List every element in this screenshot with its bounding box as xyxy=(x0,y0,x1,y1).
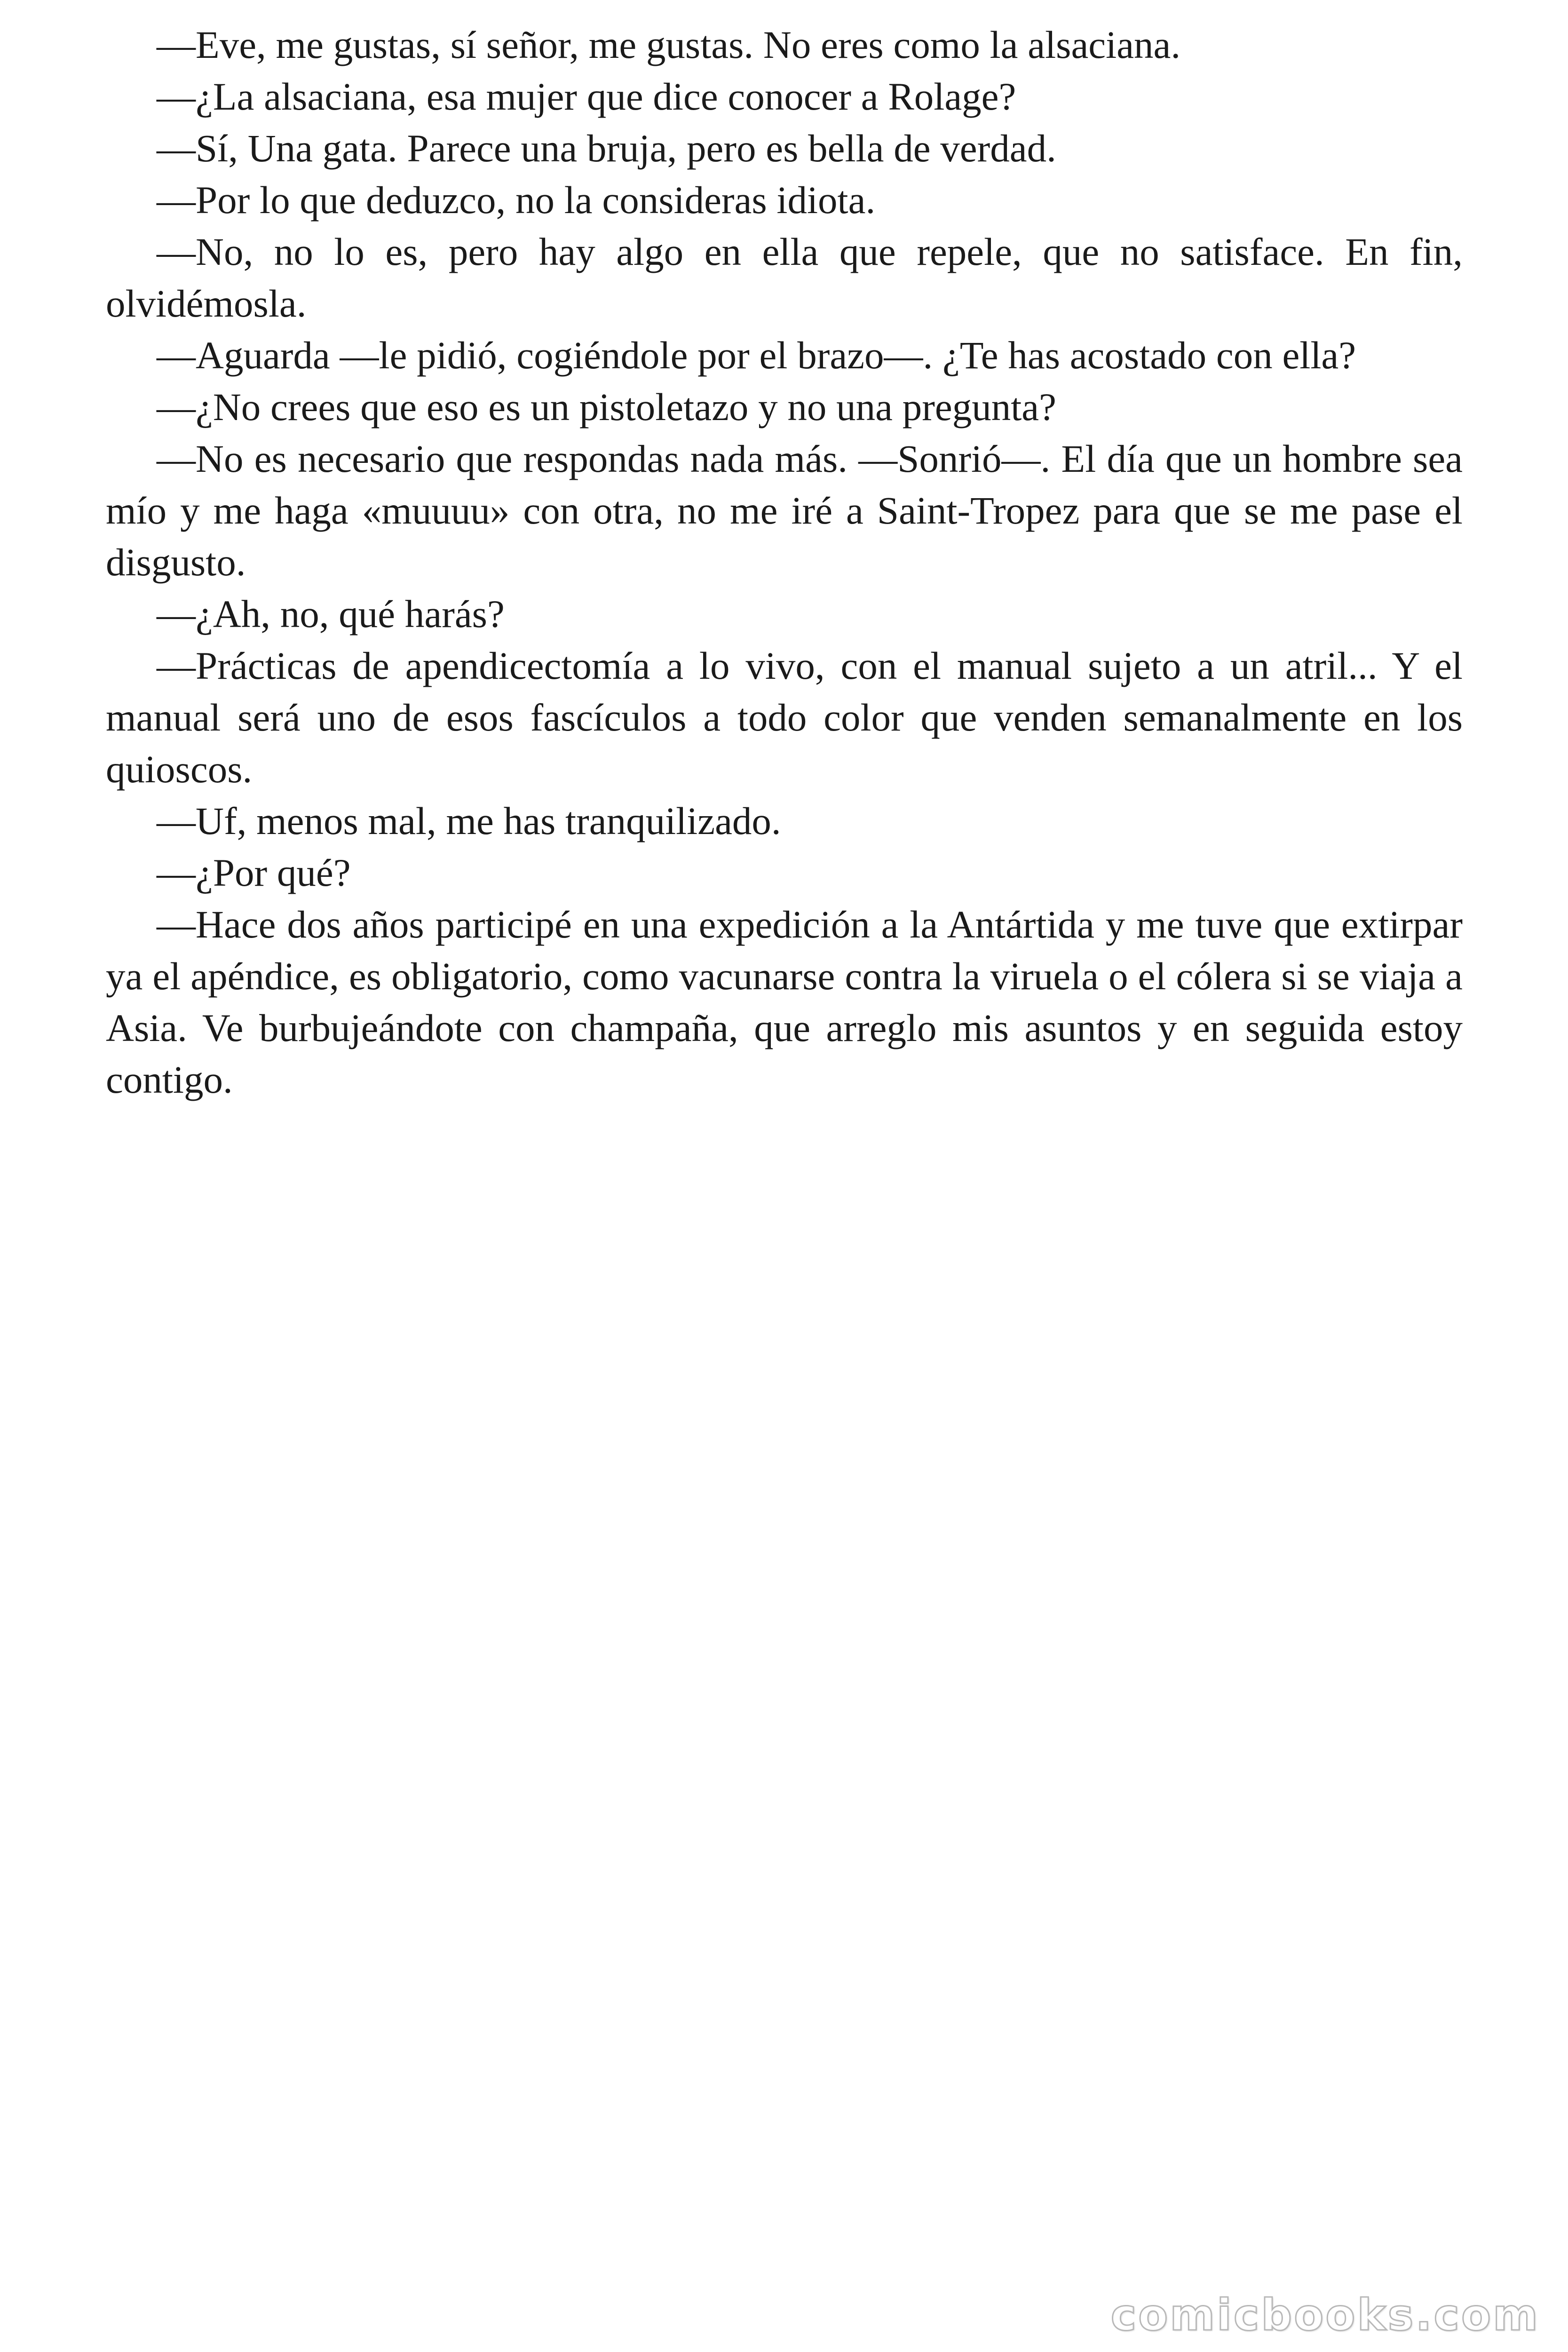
paragraph: —¿La alsaciana, esa mujer que dice conocer a Rolage? xyxy=(157,75,1016,118)
paragraph: —¿Ah, no, qué harás? xyxy=(157,592,505,636)
paragraph: —No es necesario que respondas nada más. —Sonrió—. El día que un hombre sea mío y me haga «muuuu» con otra, no me iré a Saint-Tropez para que se me pase el disgusto. xyxy=(106,437,1463,584)
paragraph: —Eve, me gustas, sí señor, me gustas. No eres como la alsaciana. xyxy=(157,23,1181,66)
paragraph: —Uf, menos mal, me has tranquilizado. xyxy=(157,799,781,842)
watermark-logo: comicbooks.com xyxy=(1110,2290,1540,2340)
paragraph: —Por lo que deduzco, no la consideras idiota. xyxy=(157,178,876,222)
paragraph: —¿No crees que eso es un pistoletazo y no una pregunta? xyxy=(157,385,1056,429)
paragraph: —Hace dos años participé en una expedición a la Antártida y me tuve que extirpar ya el apéndice, es obligatorio, como vacunarse contra la viruela o el cólera si se viaja a Asia. Ve burbujeándote con champaña, que arreglo mis asuntos y en seguida estoy contigo. xyxy=(106,903,1463,1101)
paragraph: —Sí, Una gata. Parece una bruja, pero es bella de verdad. xyxy=(157,127,1056,170)
paragraph: —Aguarda —le pidió, cogiéndole por el brazo—. ¿Te has acostado con ella? xyxy=(157,334,1356,377)
paragraph: —Prácticas de apendicectomía a lo vivo, con el manual sujeto a un atril... Y el manual será uno de esos fascículos a todo color que venden semanalmente en los quioscos. xyxy=(106,644,1463,791)
paragraph: —¿Por qué? xyxy=(157,851,351,894)
body-text xyxy=(106,19,1463,1105)
paragraph: —No, no lo es, pero hay algo en ella que repele, que no satisface. En fin, olvidémosla. xyxy=(106,230,1463,325)
